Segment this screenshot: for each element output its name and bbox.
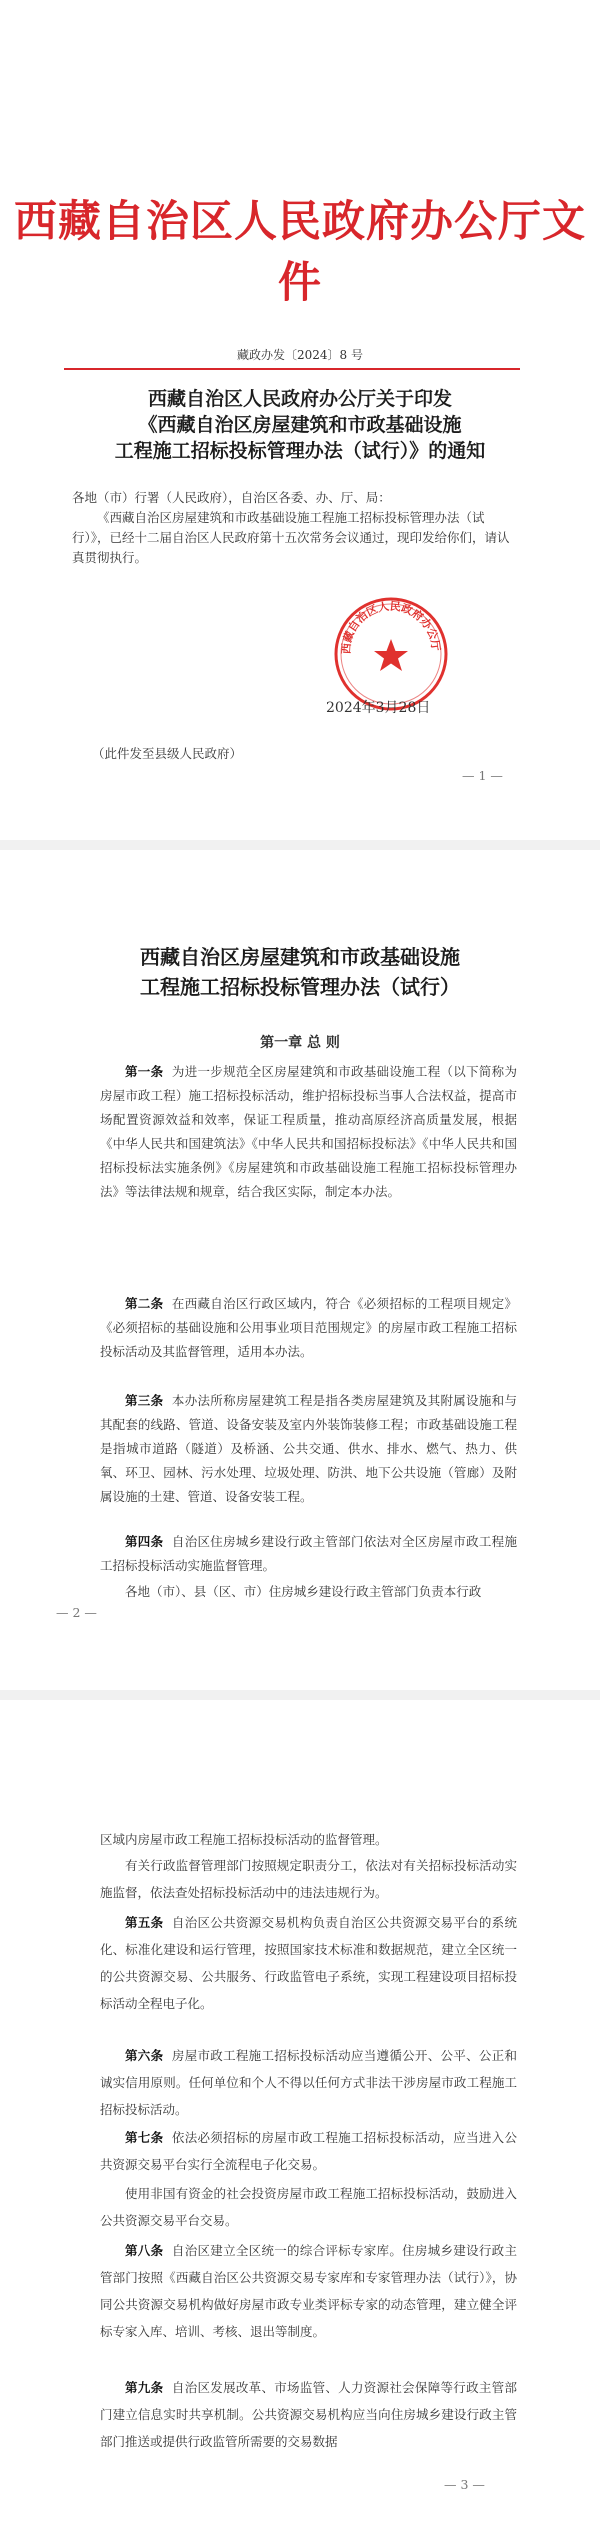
notice-title-line: 工程施工招标投标管理办法（试行）》的通知 bbox=[114, 440, 486, 462]
article bbox=[100, 1530, 517, 1578]
notice-body bbox=[72, 488, 510, 568]
page-number: — 2 — bbox=[56, 1605, 97, 1620]
page-number: — 1 — bbox=[462, 768, 503, 783]
seal-text: 西藏自治区人民政府办公厅 bbox=[339, 599, 443, 655]
document-page-3 bbox=[0, 1700, 600, 2546]
red-divider bbox=[64, 368, 520, 370]
article-label: 第六条 bbox=[125, 2048, 164, 2063]
notice-body-text: 《西藏自治区房屋建筑和市政基础设施工程施工招标投标管理办法（试行）》，已经十二届自治区人民政府第十五次常务会议通过，现印发给你们，请认真贯彻执行。 bbox=[72, 510, 510, 565]
article bbox=[100, 2374, 517, 2455]
article-text: 本办法所称房屋建筑工程是指各类房屋建筑及其附属设施和与其配套的线路、管道、设备安装及室内外装饰装修工程；市政基础设施工程是指城市道路（隧道）及桥涵、公共交通、供水、排水、燃气、热力、供氧、环卫、园林、污水处理、垃圾处理、防洪、地下公共设施（管廊）及附属设施的土建、管道、设备安装工程。 bbox=[100, 1393, 517, 1504]
article-label: 第八条 bbox=[125, 2243, 164, 2258]
article-text: 使用非国有资金的社会投资房屋市政工程施工招标投标活动，鼓励进入公共资源交易平台交易。 bbox=[100, 2186, 517, 2228]
article-text: 自治区发展改革、市场监管、人力资源社会保障等行政主管部门建立信息实时共享机制。公共资源交易机构应当向住房城乡建设行政主管部门推送或提供行政监管所需要的交易数据 bbox=[100, 2380, 517, 2449]
article bbox=[100, 2237, 517, 2345]
page-gap bbox=[0, 840, 600, 850]
article-text: 为进一步规范全区房屋建筑和市政基础设施工程（以下简称为房屋市政工程）施工招标投标活动，维护招标投标当事人合法权益，提高市场配置资源效益和效率，保证工程质量，推动高原经济高质量发展，根据《中华人民共和国建筑法》《中华人民共和国招标投标法》《中华人民共和国招标投标法实施条例》《房屋建筑和市政基础设施工程施工招标投标管理办法》等法律法规和规章，结合我区实际，制定本办法。 bbox=[100, 1064, 517, 1199]
article-text: 房屋市政工程施工招标投标活动应当遵循公开、公平、公正和诚实信用原则。任何单位和个人不得以任何方式非法干涉房屋市政工程施工招标投标活动。 bbox=[100, 2048, 517, 2117]
page-gap bbox=[0, 1690, 600, 1700]
article-label: 第四条 bbox=[125, 1534, 164, 1549]
regulation-title-line: 工程施工招标投标管理办法（试行） bbox=[140, 975, 460, 999]
article-text: 自治区住房城乡建设行政主管部门依法对全区房屋市政工程施工招标投标活动实施监督管理。 bbox=[100, 1534, 517, 1573]
page-number: — 3 — bbox=[444, 2477, 485, 2492]
article bbox=[100, 1060, 517, 1204]
article-label: 第七条 bbox=[125, 2130, 164, 2145]
article-label: 第九条 bbox=[125, 2380, 164, 2395]
notice-date: 2024年3月28日 bbox=[326, 700, 431, 716]
article bbox=[100, 2180, 517, 2234]
regulation-title bbox=[0, 942, 600, 1002]
article bbox=[100, 1292, 517, 1364]
article bbox=[100, 2042, 517, 2123]
article bbox=[100, 1909, 517, 2017]
official-seal bbox=[331, 594, 451, 714]
addressee: 各地（市）行署（人民政府），自治区各委、办、厅、局： bbox=[72, 490, 391, 505]
article-label: 第三条 bbox=[125, 1393, 164, 1408]
article bbox=[100, 2124, 517, 2178]
article-text: 在西藏自治区行政区域内，符合《必须招标的工程项目规定》《必须招标的基础设施和公用事业项目范围规定》的房屋市政工程施工招标投标活动及其监督管理，适用本办法。 bbox=[100, 1296, 517, 1359]
article-text: 自治区公共资源交易机构负责自治区公共资源交易平台的系统化、标准化建设和运行管理，按照国家技术标准和数据规范，建立全区统一的公共资源交易、公共服务、行政监管电子系统，实现工程建设项目招标投标活动全程电子化。 bbox=[100, 1915, 517, 2011]
article-text: 自治区建立全区统一的综合评标专家库。住房城乡建设行政主管部门按照《西藏自治区公共资源交易专家库和专家管理办法（试行）》，协同公共资源交易机构做好房屋市政专业类评标专家的动态管理，建立健全评标专家入库、培训、考核、退出等制度。 bbox=[100, 2243, 517, 2339]
article-text: 区域内房屋市政工程施工招标投标活动的监督管理。 bbox=[100, 1832, 388, 1847]
chapter-heading: 第一章 总 则 bbox=[260, 1035, 340, 1051]
article-continuation bbox=[100, 1826, 517, 1853]
distribution-note: （此件发至县级人民政府） bbox=[92, 746, 243, 761]
article bbox=[100, 1852, 517, 1906]
article-label: 第二条 bbox=[125, 1296, 164, 1311]
article-label: 第一条 bbox=[125, 1064, 164, 1079]
notice-title bbox=[0, 386, 600, 464]
document-page-1 bbox=[0, 0, 600, 840]
article-continuation: 各地（市）、县（区、市）住房城乡建设行政主管部门负责本行政 bbox=[125, 1584, 482, 1599]
article-label: 第五条 bbox=[125, 1915, 164, 1930]
notice-title-line: 西藏自治区人民政府办公厅关于印发 bbox=[147, 388, 452, 410]
article-text: 依法必须招标的房屋市政工程施工招标投标活动，应当进入公共资源交易平台实行全流程电子化交易。 bbox=[100, 2130, 517, 2172]
notice-title-line: 《西藏自治区房屋建筑和市政基础设施 bbox=[138, 414, 462, 436]
document-number: 藏政办发〔2024〕8 号 bbox=[237, 348, 363, 362]
article bbox=[100, 1389, 517, 1509]
article-text: 有关行政监督管理部门按照规定职责分工，依法对有关招标投标活动实施监督，依法查处招标投标活动中的违法违规行为。 bbox=[100, 1858, 517, 1900]
document-page-2 bbox=[0, 850, 600, 1690]
regulation-title-line: 西藏自治区房屋建筑和市政基础设施 bbox=[140, 945, 460, 969]
document-header-title: 西藏自治区人民政府办公厅文件 bbox=[14, 197, 586, 308]
